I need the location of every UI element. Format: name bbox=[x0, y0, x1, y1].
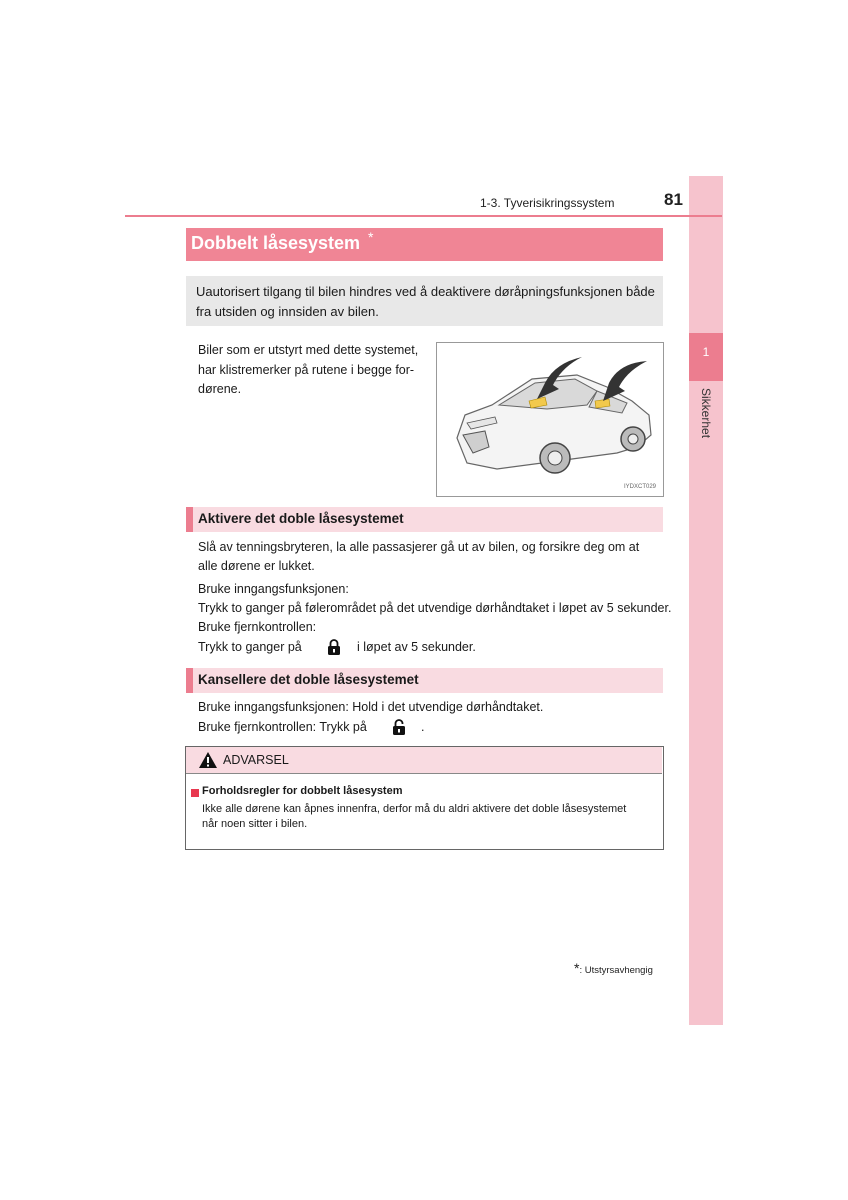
cancel-line-2-post: . bbox=[421, 720, 425, 734]
car-description: Biler som er utstyrt med dette systemet, har klistremerker på rutene i begge for- dørene. bbox=[198, 343, 419, 396]
page-title: Dobbelt låsesystem bbox=[191, 233, 361, 253]
chapter-number: 1 bbox=[689, 333, 723, 381]
image-code: IYDXCT029 bbox=[624, 484, 657, 490]
activate-line-3: Bruke inngangsfunksjonen: bbox=[198, 582, 349, 596]
activate-line-4: Trykk to ganger på følerområdet på det utvendige dørhåndtaket i løpet av 5 sekunder. bbox=[198, 601, 672, 615]
warning-bullet bbox=[191, 789, 199, 797]
warning-subtitle: Forholdsregler for dobbelt låsesystem bbox=[202, 785, 403, 797]
car-icon bbox=[437, 343, 663, 496]
cancel-heading: Kansellere det doble låsesystemet bbox=[198, 672, 419, 687]
title-asterisk: * bbox=[368, 229, 374, 245]
cancel-line-2-pre: Bruke fjernkontrollen: Trykk på bbox=[198, 720, 367, 734]
activate-line-1: Slå av tenningsbryteren, la alle passasjerer gå ut av bilen, og forsikre deg om at bbox=[198, 540, 640, 554]
section-title: 1-3. Tyverisikringssystem bbox=[480, 196, 615, 210]
activate-line-5: Bruke fjernkontrollen: bbox=[198, 620, 317, 634]
activate-line-6-post: i løpet av 5 sekunder. bbox=[357, 640, 476, 654]
page-number: 81 bbox=[664, 190, 683, 209]
side-tab-strip bbox=[689, 176, 723, 1025]
intro-text: Uautorisert tilgang til bilen hindres ved å deaktivere døråpningsfunksjonen både fra utsiden og innsiden av bilen. bbox=[196, 284, 655, 319]
unlock-icon bbox=[392, 718, 406, 741]
activate-heading: Aktivere det doble låsesystemet bbox=[198, 511, 404, 526]
warning-triangle-icon bbox=[198, 751, 218, 774]
lock-icon bbox=[327, 638, 341, 661]
header-divider bbox=[125, 215, 722, 217]
activate-line-6-pre: Trykk to ganger på bbox=[198, 640, 302, 654]
warning-text: Ikke alle dørene kan åpnes innenfra, derfor må du aldri aktivere det doble låsesystemet når noen sitter i bilen. bbox=[202, 803, 627, 830]
warning-title: ADVARSEL bbox=[223, 753, 289, 767]
car-illustration bbox=[436, 342, 664, 497]
activate-line-2: alle dørene er lukket. bbox=[198, 559, 315, 573]
cancel-line-1: Bruke inngangsfunksjonen: Hold i det utvendige dørhåndtaket. bbox=[198, 700, 544, 714]
footnote: *: Utstyrsavhengig bbox=[574, 960, 653, 976]
